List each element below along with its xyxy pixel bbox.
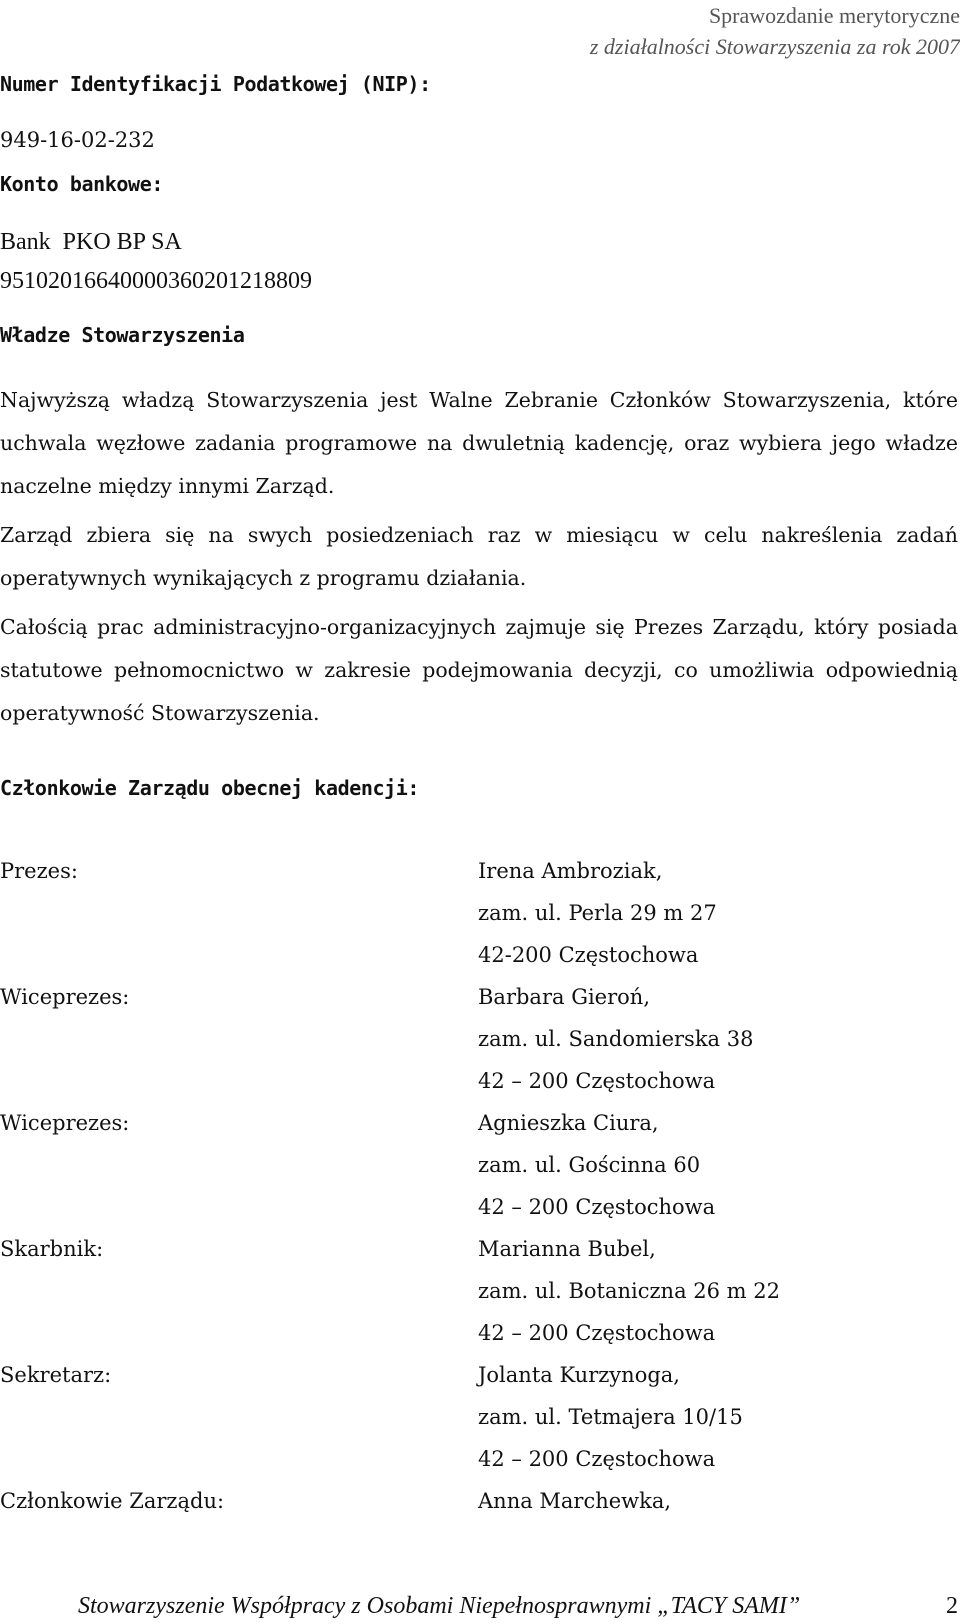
member-street: zam. ul. Botaniczna 26 m 22 xyxy=(478,1279,780,1303)
board-member-row xyxy=(0,1102,960,1144)
board-member-row xyxy=(0,1312,960,1354)
board-member-row xyxy=(0,1060,960,1102)
member-role: Prezes: xyxy=(0,859,78,883)
nip-heading: Numer Identyfikacji Podatkowej (NIP): xyxy=(0,72,431,96)
board-member-row xyxy=(0,892,960,934)
bank-account-heading: Konto bankowe: xyxy=(0,172,163,196)
board-member-row xyxy=(0,1270,960,1312)
member-role: Sekretarz: xyxy=(0,1363,112,1387)
member-city: 42 – 200 Częstochowa xyxy=(478,1069,716,1093)
member-name: Irena Ambroziak, xyxy=(478,859,663,883)
board-member-row xyxy=(0,1354,960,1396)
board-member-row xyxy=(0,934,960,976)
nip-value: 949-16-02-232 xyxy=(0,128,155,152)
bank-name: Bank PKO BP SA xyxy=(0,229,182,255)
member-name: Anna Marchewka, xyxy=(478,1489,672,1513)
report-title: Sprawozdanie merytoryczne xyxy=(708,3,960,28)
member-city: 42 – 200 Częstochowa xyxy=(478,1195,716,1219)
member-street: zam. ul. Tetmajera 10/15 xyxy=(478,1405,743,1429)
member-role: Wiceprezes: xyxy=(0,1111,130,1135)
member-name: Jolanta Kurzynoga, xyxy=(478,1363,680,1387)
member-city: 42-200 Częstochowa xyxy=(478,943,699,967)
board-member-row xyxy=(0,1186,960,1228)
member-street: zam. ul. Sandomierska 38 xyxy=(478,1027,754,1051)
member-role: Wiceprezes: xyxy=(0,985,130,1009)
footer-organization: Stowarzyszenie Współpracy z Osobami Niepełnosprawnymi „TACY SAMI” xyxy=(78,1593,801,1619)
bank-account-number: 95102016640000360201218809 xyxy=(0,268,312,294)
member-role: Skarbnik: xyxy=(0,1237,104,1261)
board-member-row xyxy=(0,1018,960,1060)
report-subtitle: z działalności Stowarzyszenia za rok 2007 xyxy=(589,34,960,59)
board-members-heading: Członkowie Zarządu obecnej kadencji: xyxy=(0,776,420,800)
board-member-row xyxy=(0,850,960,892)
board-members-list xyxy=(0,850,960,1522)
board-member-row xyxy=(0,1396,960,1438)
board-member-row xyxy=(0,1438,960,1480)
member-street: zam. ul. Perla 29 m 27 xyxy=(478,901,717,925)
authorities-paragraph: Najwyższą władzą Stowarzyszenia jest Walne Zebranie Członków Stowarzyszenia, które uchwala węzłowe zadania programowe na dwuletnią kadencję, oraz wybiera jego władze naczelne między innymi Zarząd. xyxy=(0,388,958,498)
page-header xyxy=(590,0,960,62)
member-street: zam. ul. Gościnna 60 xyxy=(478,1153,701,1177)
member-city: 42 – 200 Częstochowa xyxy=(478,1447,716,1471)
board-member-row xyxy=(0,1228,960,1270)
board-member-row xyxy=(0,1144,960,1186)
page-number: 2 xyxy=(946,1593,958,1619)
board-member-row xyxy=(0,976,960,1018)
authorities-paragraph: Całością prac administracyjno-organizacyjnych zajmuje się Prezes Zarządu, który posiada statutowe pełnomocnictwo w zakresie podejmowania decyzji, co umożliwia odpowiednią operatywność Stowarzyszenia. xyxy=(0,615,958,725)
member-city: 42 – 200 Częstochowa xyxy=(478,1321,716,1345)
board-member-row xyxy=(0,1480,960,1522)
member-name: Barbara Gieroń, xyxy=(478,985,650,1009)
member-role: Członkowie Zarządu: xyxy=(0,1489,225,1513)
authorities-paragraph: Zarząd zbiera się na swych posiedzeniach raz w miesiącu w celu nakreślenia zadań operatywnych wynikających z programu działania. xyxy=(0,523,958,590)
authorities-heading: Władze Stowarzyszenia xyxy=(0,323,245,347)
member-name: Marianna Bubel, xyxy=(478,1237,656,1261)
member-name: Agnieszka Ciura, xyxy=(478,1111,659,1135)
